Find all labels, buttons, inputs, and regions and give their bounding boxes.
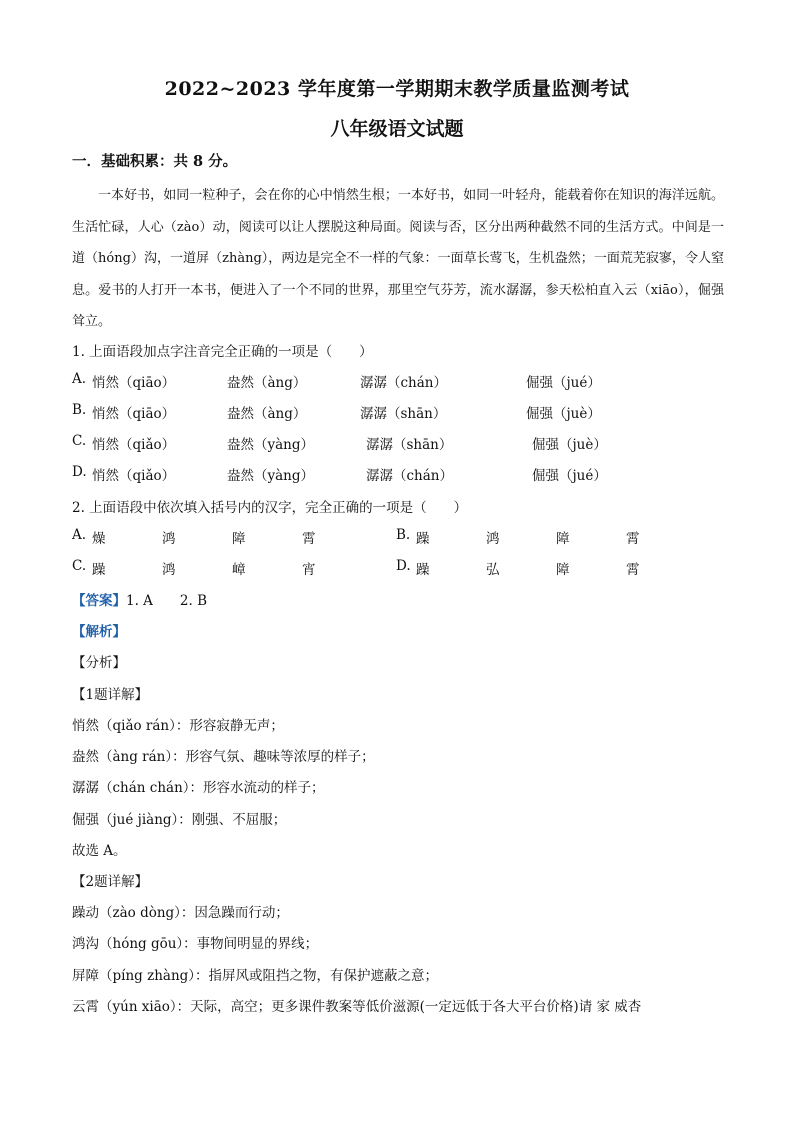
option-item: 倔强（jué） <box>532 468 607 484</box>
option-item: 悄然（qiāo） <box>92 406 176 422</box>
fenxi-tag: 【分析】 <box>72 655 126 671</box>
option-row <box>72 558 640 578</box>
detail-line: 倔强（jué jiàng）：刚强、不屈服； <box>72 812 287 828</box>
passage-text: 一本好书，如同一粒种子，会在你的心中悄然生根；一本好书，如同一叶轻舟，能载着你在知识的海洋远航。生活忙碌，人心（zào）动，阅读可以让人摆脱这种局面。阅读与否，区分出两种截然不同的生活方式。中间是一道（hóng）沟，一道屏（zhàng），两边是完全不一样的气象：一面草长莺飞，生机盎然；一面荒芜寂寥，令人窒息。爱书的人打开一本书，便进入了一个不同的世界，那里空气芬芳，流水潺潺，参天松柏直入云（xiāo），倔强耸立。 <box>72 188 724 330</box>
detail-line: 躁动（zào dòng）：因急躁而行动； <box>72 905 289 921</box>
detail-line: 盎然（àng rán）：形容气氛、趣味等浓厚的样子； <box>72 749 375 765</box>
option-item: 宵 <box>302 562 316 578</box>
detail-2-tag: 【2题详解】 <box>72 874 149 890</box>
option-row <box>72 433 607 453</box>
detail-line: 潺潺（chán chán）：形容水流动的样子； <box>72 780 325 796</box>
option-item: 倔强（juè） <box>532 437 607 453</box>
option-item: 霄 <box>302 531 316 547</box>
option-item: 霄 <box>626 562 640 578</box>
option-item: 躁 <box>92 562 106 578</box>
option-item: 躁 <box>416 531 430 547</box>
option-item: 障 <box>556 562 570 578</box>
detail-line: 故选 A。 <box>72 843 127 859</box>
option-row <box>72 464 607 484</box>
option-item: 躁 <box>416 562 430 578</box>
option-letter: C. <box>72 558 87 574</box>
reading-passage <box>72 180 724 338</box>
detail-line: 云霄（yún xiāo）：天际，高空；更多课件教案等低价滋源(一定远低于各大平台价格)请 家 威杏 <box>72 999 642 1015</box>
answer-tag: 【答案】 <box>72 593 126 609</box>
answer-text: 1. A 2. B <box>126 593 208 609</box>
option-item: 鸿 <box>486 531 500 547</box>
section-heading: 一．基础积累：共 8 分。 <box>72 153 238 170</box>
answer-line <box>72 589 207 609</box>
option-row <box>72 402 601 422</box>
option-item: 潺潺（chán） <box>366 468 453 484</box>
option-letter: B. <box>396 527 411 543</box>
option-row <box>72 371 601 391</box>
detail-line: 悄然（qiǎo rán）：形容寂静无声； <box>72 718 284 734</box>
option-item: 倔强（juè） <box>526 406 601 422</box>
option-item: 潺潺（shān） <box>366 437 453 453</box>
page-subtitle: 八年级语文试题 <box>330 118 464 140</box>
detail-line: 屏障（píng zhàng）：指屏风或阻挡之物，有保护遮蔽之意； <box>72 968 439 984</box>
option-item: 燥 <box>92 531 106 547</box>
detail-1-tag: 【1题详解】 <box>72 687 149 703</box>
option-letter: D. <box>396 558 411 574</box>
option-item: 盎然（àng） <box>227 406 307 422</box>
option-item: 潺潺（shān） <box>360 406 447 422</box>
analysis-tag: 【解析】 <box>72 624 126 640</box>
option-item: 盎然（yàng） <box>227 468 315 484</box>
option-letter: A. <box>72 371 87 387</box>
option-item: 潺潺（chán） <box>360 375 447 391</box>
option-item: 盎然（yàng） <box>227 437 315 453</box>
option-item: 障 <box>232 531 246 547</box>
option-letter: C. <box>72 433 87 449</box>
option-item: 障 <box>556 531 570 547</box>
option-item: 嶂 <box>232 562 246 578</box>
option-item: 盎然（àng） <box>227 375 307 391</box>
option-item: 弘 <box>486 562 500 578</box>
option-item: 鸿 <box>162 531 176 547</box>
option-letter: D. <box>72 464 87 480</box>
question-2-stem: 2. 上面语段中依次填入括号内的汉字，完全正确的一项是（ ） <box>72 500 468 516</box>
option-letter: A. <box>72 527 87 543</box>
option-item: 悄然（qiǎo） <box>92 437 176 453</box>
option-item: 悄然（qiǎo） <box>92 468 176 484</box>
option-letter: B. <box>72 402 87 418</box>
page-title: 2022~2023 学年度第一学期期末教学质量监测考试 <box>164 78 630 100</box>
option-row <box>72 527 640 547</box>
option-item: 倔强（jué） <box>526 375 601 391</box>
option-item: 悄然（qiāo） <box>92 375 176 391</box>
option-item: 鸿 <box>162 562 176 578</box>
detail-line: 鸿沟（hóng gōu）：事物间明显的界线； <box>72 936 319 952</box>
option-item: 霄 <box>626 531 640 547</box>
question-1-stem: 1. 上面语段加点字注音完全正确的一项是（ ） <box>72 344 373 360</box>
